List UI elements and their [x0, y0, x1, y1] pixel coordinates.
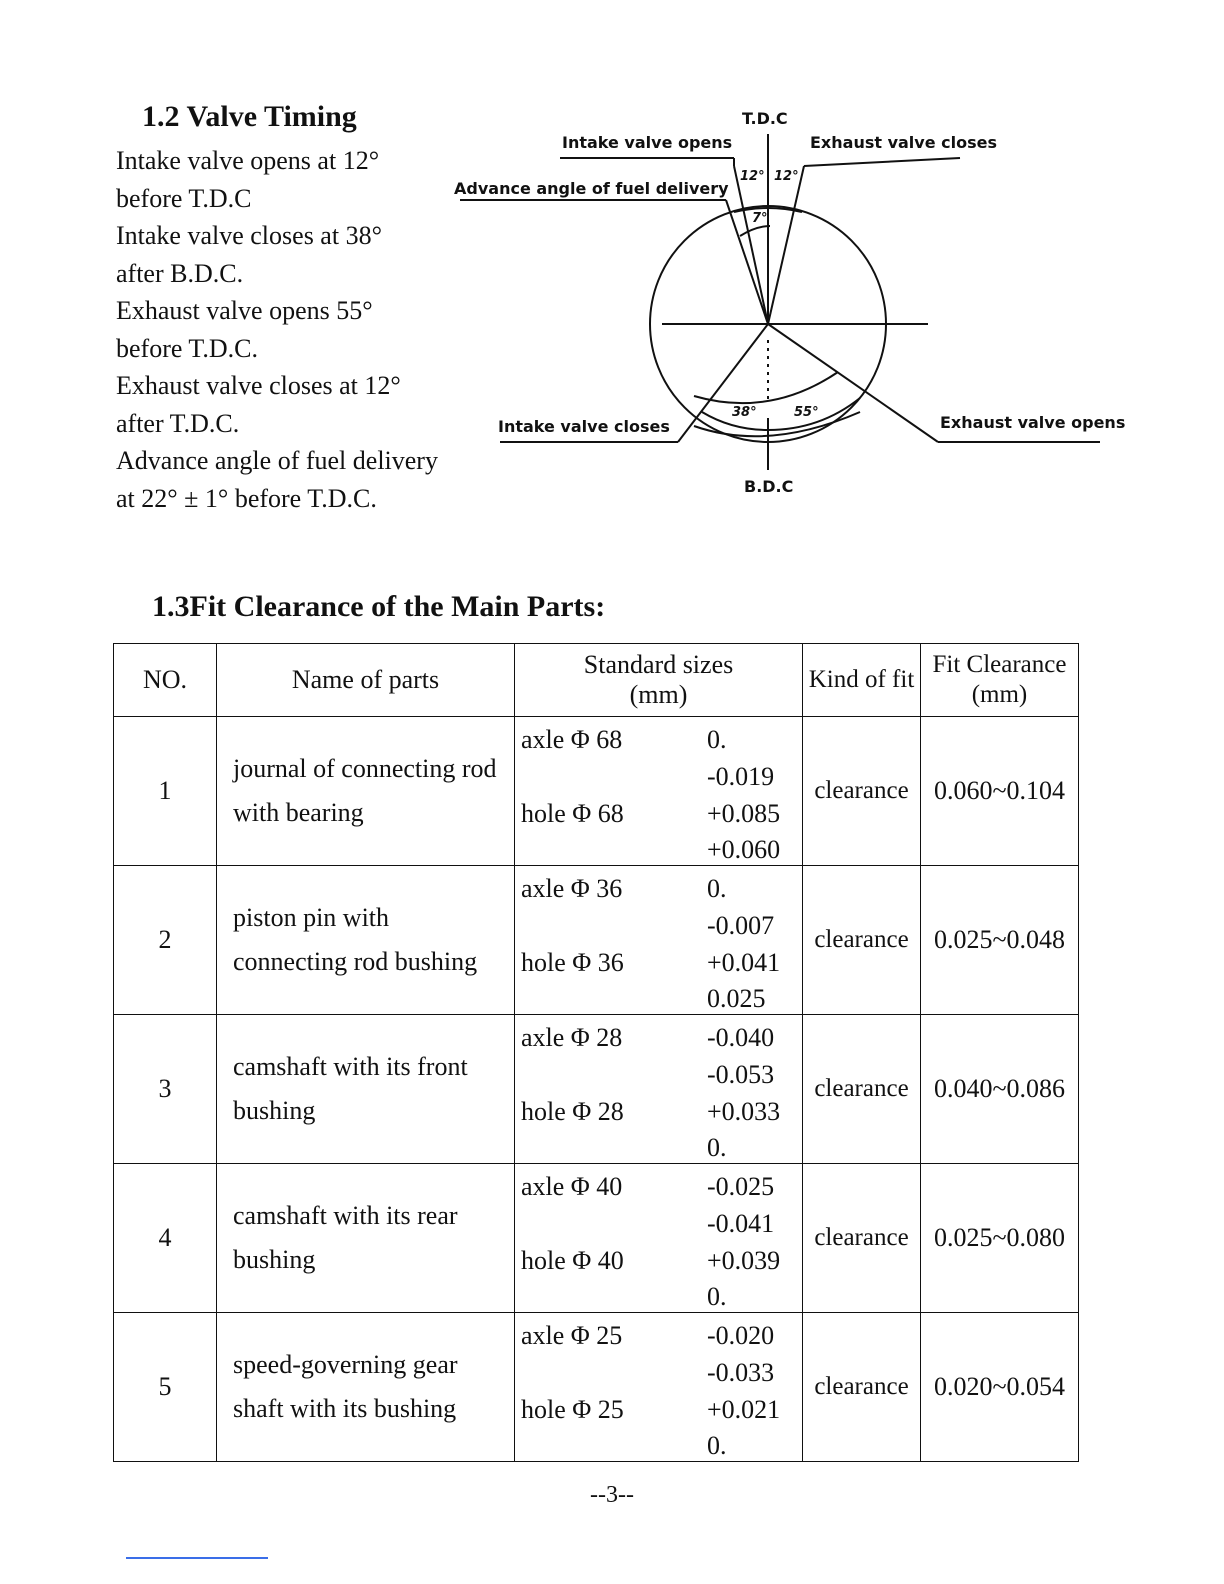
hole-size: hole Φ 40 [521, 1246, 624, 1275]
row-number: 4 [114, 1164, 217, 1313]
hole-size: hole Φ 28 [521, 1097, 624, 1126]
hole-lower-deviation: 0. [707, 1133, 727, 1162]
axle-size: axle Φ 68 [521, 725, 623, 754]
part-name-line2: with bearing [233, 798, 364, 827]
fit-clearance-value: 0.025~0.080 [921, 1164, 1079, 1313]
kind-of-fit: clearance [803, 1164, 921, 1313]
arc-advance [740, 226, 770, 236]
axle-size: axle Φ 25 [521, 1321, 623, 1350]
row-number: 3 [114, 1015, 217, 1164]
valve-timing-line: before T.D.C [116, 183, 252, 213]
axle-lower-deviation: -0.041 [707, 1209, 775, 1238]
part-name-line1: camshaft with its front [233, 1052, 468, 1081]
axle-size: axle Φ 40 [521, 1172, 623, 1201]
kind-of-fit: clearance [803, 1313, 921, 1462]
table-row [114, 1313, 1079, 1462]
part-name-line1: piston pin with [233, 903, 390, 932]
kind-of-fit: clearance [803, 1015, 921, 1164]
part-name-line2: shaft with its bushing [233, 1394, 457, 1423]
fit-clearance-value: 0.060~0.104 [921, 717, 1079, 866]
axle-lower-deviation: -0.053 [707, 1060, 775, 1089]
hole-upper-deviation: +0.041 [707, 948, 781, 977]
part-name [217, 1015, 515, 1164]
hole-lower-deviation: 0.025 [707, 984, 766, 1013]
fit-clearance-title: 1.3Fit Clearance of the Main Parts: [152, 590, 606, 623]
standard-sizes [515, 1313, 803, 1462]
axle-upper-deviation: -0.040 [707, 1023, 775, 1052]
row-number: 1 [114, 717, 217, 866]
standard-sizes [515, 866, 803, 1015]
kind-of-fit: clearance [803, 717, 921, 866]
valve-timing-diagram [440, 100, 1140, 520]
valve-timing-line: after T.D.C. [116, 408, 240, 438]
axle-upper-deviation: 0. [707, 874, 727, 903]
hole-lower-deviation: +0.060 [707, 835, 781, 864]
fit-clearance-value: 0.025~0.048 [921, 866, 1079, 1015]
angle-advance-label: 7° [752, 211, 768, 226]
valve-timing-title: 1.2 Valve Timing [142, 100, 357, 133]
angle-intake-open-label: 12° [740, 169, 765, 184]
hole-upper-deviation: +0.021 [707, 1395, 781, 1424]
axle-lower-deviation: -0.033 [707, 1358, 775, 1387]
arc-outer-right [694, 372, 838, 403]
angle-exhaust-open-label: 55° [794, 405, 819, 420]
row-number: 2 [114, 866, 217, 1015]
header-clearance-line1: Fit Clearance [932, 651, 1067, 678]
hole-upper-deviation: +0.039 [707, 1246, 781, 1275]
arc-outer-bottom [694, 412, 860, 436]
valve-timing-line: Exhaust valve opens 55° [116, 296, 373, 325]
part-name-line1: camshaft with its rear [233, 1201, 458, 1230]
hole-size: hole Φ 36 [521, 948, 624, 977]
hole-upper-deviation: +0.085 [707, 799, 781, 828]
hole-lower-deviation: 0. [707, 1431, 727, 1460]
row-number: 5 [114, 1313, 217, 1462]
intake-closes-label: Intake valve closes [498, 417, 670, 436]
valve-timing-text [116, 142, 438, 517]
footer-rule [126, 1557, 268, 1559]
valve-timing-line: before T.D.C. [116, 333, 258, 363]
header-kind: Kind of fit [803, 644, 921, 717]
header-sizes-line1: Standard sizes [583, 650, 734, 679]
standard-sizes [515, 1015, 803, 1164]
part-name-line1: journal of connecting rod [233, 754, 497, 783]
part-name [217, 1164, 515, 1313]
table-row [114, 717, 1079, 866]
part-name-line2: bushing [233, 1245, 316, 1274]
valve-timing-line: Intake valve closes at 38° [116, 221, 382, 250]
table-row [114, 1015, 1079, 1164]
part-name [217, 866, 515, 1015]
intake-opens-line [734, 166, 768, 324]
header-no: NO. [114, 644, 217, 717]
header-sizes-line2: (mm) [629, 680, 688, 709]
exhaust-opens-label: Exhaust valve opens [940, 413, 1126, 432]
axle-upper-deviation: 0. [707, 725, 727, 754]
valve-timing-line: Intake valve opens at 12° [116, 146, 380, 175]
valve-timing-line: at 22° ± 1° before T.D.C. [116, 483, 377, 513]
bdc-label: B.D.C [744, 477, 794, 496]
part-name [217, 1313, 515, 1462]
axle-lower-deviation: -0.019 [707, 762, 775, 791]
valve-timing-line: Advance angle of fuel delivery [116, 446, 438, 475]
table-header-row [114, 644, 1079, 717]
intake-closes-line [678, 324, 768, 442]
hole-lower-deviation: 0. [707, 1282, 727, 1311]
header-clearance-line2: (mm) [971, 681, 1028, 708]
exhaust-opens-line [768, 324, 938, 442]
axle-upper-deviation: -0.020 [707, 1321, 775, 1350]
kind-of-fit: clearance [803, 866, 921, 1015]
fit-clearance-table [113, 643, 1079, 1462]
angle-intake-close-label: 38° [732, 405, 757, 420]
advance-angle-label: Advance angle of fuel delivery [454, 179, 729, 198]
part-name-line2: connecting rod bushing [233, 947, 478, 976]
axle-lower-deviation: -0.007 [707, 911, 775, 940]
axle-size: axle Φ 28 [521, 1023, 623, 1052]
exhaust-closes-label: Exhaust valve closes [810, 133, 997, 152]
part-name-line2: bushing [233, 1096, 316, 1125]
part-name-line1: speed-governing gear [233, 1350, 458, 1379]
axle-size: axle Φ 36 [521, 874, 623, 903]
header-sizes [515, 644, 803, 717]
hole-size: hole Φ 68 [521, 799, 624, 828]
hole-size: hole Φ 25 [521, 1395, 624, 1424]
hole-upper-deviation: +0.033 [707, 1097, 781, 1126]
intake-opens-label: Intake valve opens [562, 133, 733, 152]
part-name [217, 717, 515, 866]
header-clearance [921, 644, 1079, 717]
axle-upper-deviation: -0.025 [707, 1172, 775, 1201]
page-number: --3-- [590, 1482, 634, 1508]
tdc-label: T.D.C [742, 109, 788, 128]
table-row [114, 866, 1079, 1015]
header-name: Name of parts [217, 644, 515, 717]
fit-clearance-value: 0.040~0.086 [921, 1015, 1079, 1164]
angle-exhaust-close-label: 12° [774, 169, 799, 184]
exhaust-closes-line [768, 166, 804, 324]
standard-sizes [515, 717, 803, 866]
standard-sizes [515, 1164, 803, 1313]
table-row [114, 1164, 1079, 1313]
valve-timing-line: after B.D.C. [116, 258, 244, 288]
valve-timing-line: Exhaust valve closes at 12° [116, 371, 401, 400]
fit-clearance-value: 0.020~0.054 [921, 1313, 1079, 1462]
